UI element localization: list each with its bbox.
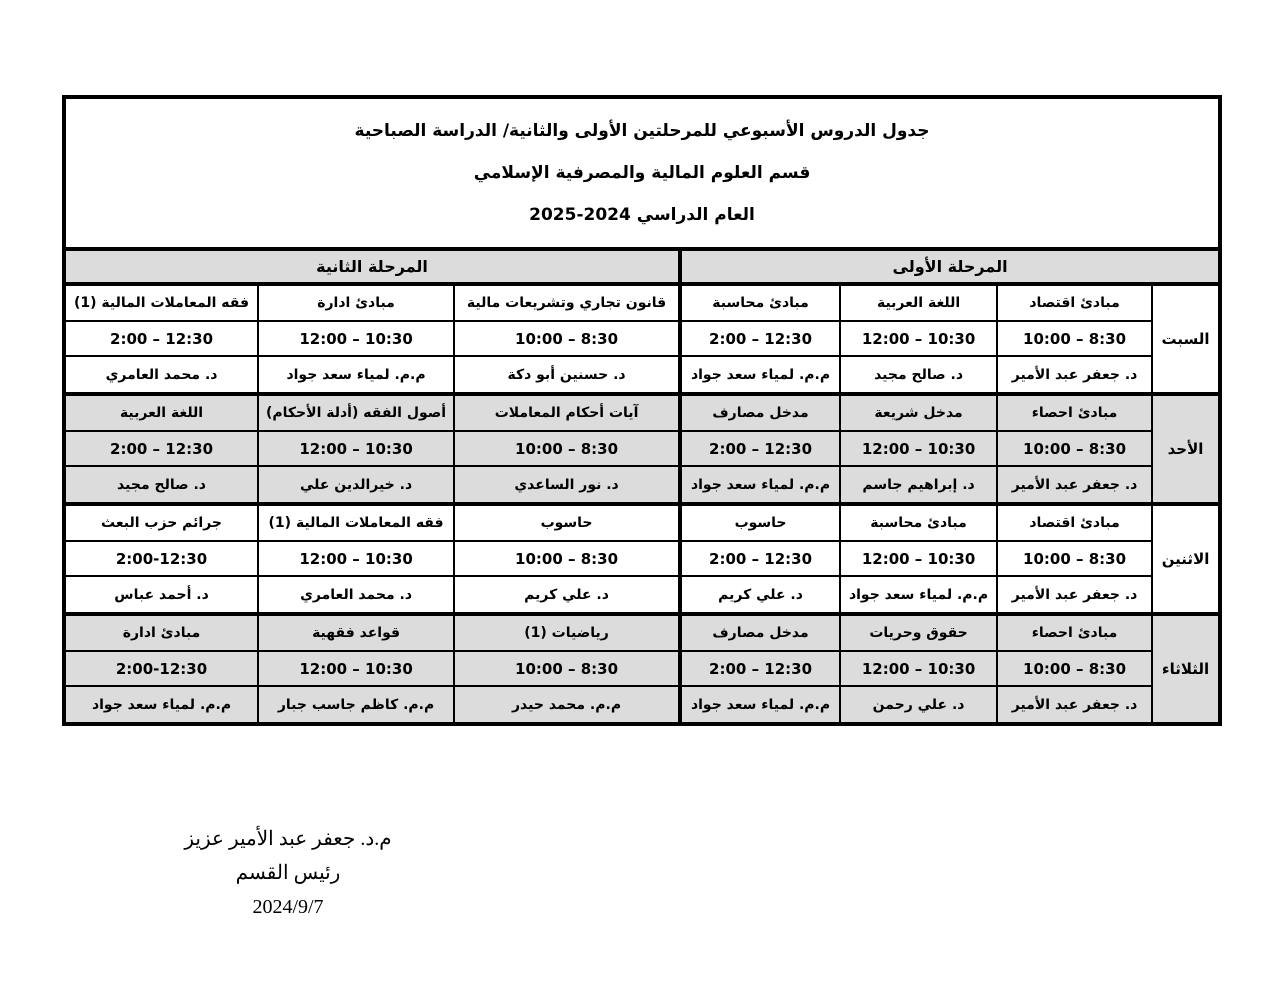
saturday-time-row — [64, 321, 1220, 356]
title-line-academic-year — [69, 205, 1215, 225]
stage-header-row — [64, 249, 1220, 284]
teacher-cell: د. محمد العامري — [258, 576, 454, 614]
subject-cell: اللغة العربية — [64, 394, 258, 431]
tuesday-subject-row — [64, 614, 1220, 651]
teacher-cell: م.م. لمياء سعد جواد — [840, 576, 997, 614]
subject-cell: مبادئ ادارة — [258, 284, 454, 321]
subject-cell: مدخل شريعة — [840, 394, 997, 431]
time-cell: 10:00 – 8:30 — [454, 541, 680, 576]
title-row — [64, 97, 1220, 249]
subject-cell: مدخل مصارف — [680, 614, 840, 651]
subject-cell: أصول الفقه (أدلة الأحكام) — [258, 394, 454, 431]
time-cell: 10:00 – 8:30 — [454, 651, 680, 686]
title-cell — [64, 97, 1220, 249]
saturday-teacher-row — [64, 356, 1220, 394]
signature-role: رئيس القسم — [235, 862, 341, 884]
subject-cell: مبادئ اقتصاد — [997, 504, 1152, 541]
time-cell: 10:00 – 8:30 — [997, 431, 1152, 466]
signature-date: 2024/9/7 — [252, 896, 324, 918]
subject-cell: مدخل مصارف — [680, 394, 840, 431]
subject-cell: حاسوب — [680, 504, 840, 541]
time-cell: 2:00 – 12:30 — [680, 431, 840, 466]
time-cell: 12:00 – 10:30 — [840, 541, 997, 576]
subject-cell: رياضيات (1) — [454, 614, 680, 651]
subject-cell: فقه المعاملات المالية (1) — [258, 504, 454, 541]
teacher-cell: د. صالح مجيد — [64, 466, 258, 504]
subject-cell: جرائم حزب البعث — [64, 504, 258, 541]
subject-cell: قانون تجاري وتشريعات مالية — [454, 284, 680, 321]
teacher-cell: د. صالح مجيد — [840, 356, 997, 394]
time-cell: 12:00 – 10:30 — [258, 431, 454, 466]
time-cell: 2:00-12:30 — [64, 651, 258, 686]
time-cell: 2:00 – 12:30 — [680, 651, 840, 686]
subject-cell: مبادئ ادارة — [64, 614, 258, 651]
teacher-cell: د. علي رحمن — [840, 686, 997, 724]
teacher-cell: م.م. لمياء سعد جواد — [680, 466, 840, 504]
teacher-cell: د. جعفر عبد الأمير — [997, 356, 1152, 394]
time-cell: 2:00 – 12:30 — [64, 431, 258, 466]
academic-year-values: 2025-2024 — [529, 205, 631, 225]
time-cell: 10:00 – 8:30 — [997, 321, 1152, 356]
teacher-cell: م.م. لمياء سعد جواد — [258, 356, 454, 394]
tuesday-teacher-row — [64, 686, 1220, 724]
subject-cell: مبادئ محاسبة — [840, 504, 997, 541]
day-cell-sunday: الأحد — [1152, 394, 1220, 504]
subject-cell: مبادئ اقتصاد — [997, 284, 1152, 321]
teacher-cell: م.م. محمد حيدر — [454, 686, 680, 724]
time-cell: 12:00 – 10:30 — [258, 651, 454, 686]
teacher-cell: د. حسنين أبو دكة — [454, 356, 680, 394]
sunday-time-row — [64, 431, 1220, 466]
subject-cell: قواعد فقهية — [258, 614, 454, 651]
time-cell: 12:00 – 10:30 — [258, 321, 454, 356]
time-cell: 10:00 – 8:30 — [454, 431, 680, 466]
time-cell: 2:00 – 12:30 — [680, 321, 840, 356]
teacher-cell: م.م. لمياء سعد جواد — [680, 686, 840, 724]
stage2-header: المرحلة الثانية — [64, 249, 680, 284]
teacher-cell: د. محمد العامري — [64, 356, 258, 394]
teacher-cell: د. إبراهيم جاسم — [840, 466, 997, 504]
teacher-cell: م.م. لمياء سعد جواد — [64, 686, 258, 724]
time-cell: 12:00 – 10:30 — [258, 541, 454, 576]
teacher-cell: د. جعفر عبد الأمير — [997, 576, 1152, 614]
sunday-teacher-row — [64, 466, 1220, 504]
signature-name: م.د. جعفر عبد الأمير عزيز — [184, 828, 392, 850]
teacher-cell: م.م. كاظم جاسب جبار — [258, 686, 454, 724]
subject-cell: اللغة العربية — [840, 284, 997, 321]
title-line-1: جدول الدروس الأسبوعي للمرحلتين الأولى والثانية/ الدراسة الصباحية — [354, 121, 930, 141]
subject-cell: مبادئ محاسبة — [680, 284, 840, 321]
signature-block — [148, 822, 428, 924]
day-cell-saturday: السبت — [1152, 284, 1220, 394]
stage1-header: المرحلة الأولى — [680, 249, 1220, 284]
schedule-sheet — [62, 95, 1218, 726]
monday-subject-row — [64, 504, 1220, 541]
schedule-table — [62, 95, 1222, 726]
day-cell-tuesday: الثلاثاء — [1152, 614, 1220, 724]
monday-time-row — [64, 541, 1220, 576]
time-cell: 10:00 – 8:30 — [454, 321, 680, 356]
time-cell: 12:00 – 10:30 — [840, 651, 997, 686]
time-cell: 2:00 – 12:30 — [64, 321, 258, 356]
subject-cell: آيات أحكام المعاملات — [454, 394, 680, 431]
subject-cell: مبادئ احصاء — [997, 614, 1152, 651]
subject-cell: مبادئ احصاء — [997, 394, 1152, 431]
teacher-cell: د. خيرالدين علي — [258, 466, 454, 504]
time-cell: 2:00 – 12:30 — [680, 541, 840, 576]
subject-cell: حقوق وحريات — [840, 614, 997, 651]
sunday-subject-row — [64, 394, 1220, 431]
tuesday-time-row — [64, 651, 1220, 686]
time-cell: 12:00 – 10:30 — [840, 321, 997, 356]
teacher-cell: د. جعفر عبد الأمير — [997, 466, 1152, 504]
time-cell: 10:00 – 8:30 — [997, 651, 1152, 686]
monday-teacher-row — [64, 576, 1220, 614]
time-cell: 10:00 – 8:30 — [997, 541, 1152, 576]
teacher-cell: م.م. لمياء سعد جواد — [680, 356, 840, 394]
day-cell-monday: الاثنين — [1152, 504, 1220, 614]
teacher-cell: د. أحمد عباس — [64, 576, 258, 614]
academic-year-label: العام الدراسي — [636, 205, 755, 225]
title-line-2: قسم العلوم المالية والمصرفية الإسلامي — [473, 163, 811, 183]
teacher-cell: د. نور الساعدي — [454, 466, 680, 504]
time-cell: 12:00 – 10:30 — [840, 431, 997, 466]
teacher-cell: د. علي كريم — [680, 576, 840, 614]
subject-cell: فقه المعاملات المالية (1) — [64, 284, 258, 321]
time-cell: 2:00-12:30 — [64, 541, 258, 576]
teacher-cell: د. جعفر عبد الأمير — [997, 686, 1152, 724]
teacher-cell: د. علي كريم — [454, 576, 680, 614]
saturday-subject-row — [64, 284, 1220, 321]
subject-cell: حاسوب — [454, 504, 680, 541]
